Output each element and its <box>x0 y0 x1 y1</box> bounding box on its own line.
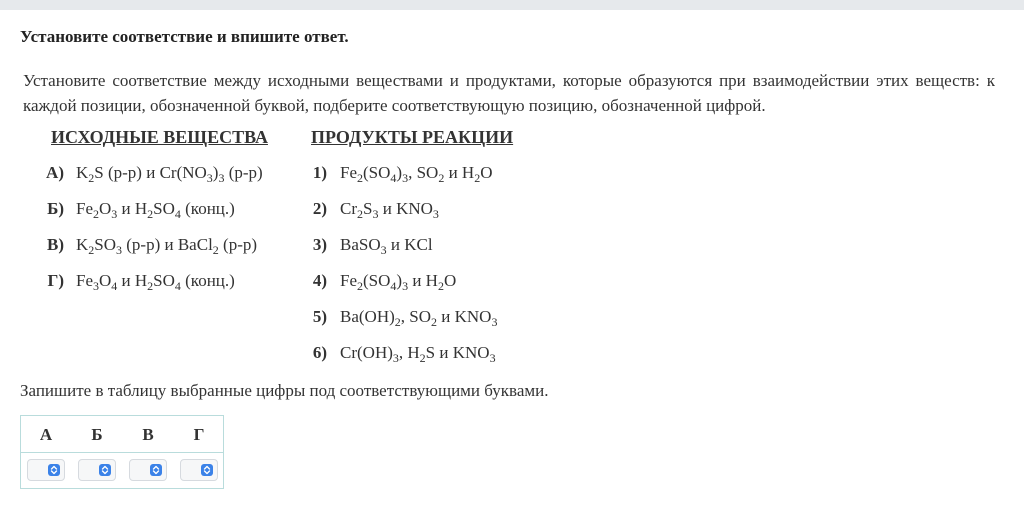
up-down-chevron-icon <box>99 464 111 476</box>
product-key: 2) <box>312 199 327 218</box>
product-row <box>300 235 433 257</box>
answer-letter: А <box>39 425 53 444</box>
product-formula: $Fe_2(SO_4)_3$ и $H_2O$ <box>340 271 457 293</box>
product-row <box>300 271 457 293</box>
reactant-row <box>40 163 263 185</box>
reactant-row <box>40 235 258 257</box>
answer-table-divider <box>21 452 223 453</box>
reactant-key: В) <box>47 235 64 254</box>
product-formula: BaSO$_3$ и KCl <box>340 235 433 257</box>
reactant-key: Г) <box>47 271 64 290</box>
products-header: ПРОДУКТЫ РЕАКЦИИ <box>311 127 514 147</box>
product-formula: $Cr(OH)_3$, $H_2S$ и $KNO_3$ <box>340 343 496 365</box>
reactant-formula: $K_2SO_3$ (р-р) и BaCl$_2$ (р-р) <box>76 235 258 257</box>
product-row <box>300 343 496 365</box>
product-formula: $Ba(OH)_2$, $SO_2$ и $KNO_3$ <box>340 307 498 329</box>
task-header: Установите соответствие и впишите ответ. <box>20 27 349 46</box>
product-key: 6) <box>312 343 327 362</box>
up-down-chevron-icon <box>48 464 60 476</box>
answer-select-4[interactable] <box>180 459 218 481</box>
answer-select-3[interactable] <box>129 459 167 481</box>
answer-letter: Б <box>91 425 103 444</box>
product-key: 4) <box>312 271 327 290</box>
reactant-row <box>40 271 235 293</box>
reactants-header: ИСХОДНЫЕ ВЕЩЕСТВА <box>51 127 268 147</box>
task-text: Установите соответствие между исходными веществами и продуктами, которые образуются при взаимодействии этих веществ: к каждой позиции, обозначенной буквой, подберите соответствующую позицию, обозначенной цифрой. <box>23 71 995 115</box>
top-strip <box>0 0 1024 10</box>
product-key: 3) <box>312 235 327 254</box>
product-row <box>300 163 493 185</box>
product-key: 5) <box>312 307 327 326</box>
answer-letter: В <box>142 425 154 444</box>
reactant-formula: $Fe_3O_4$ и $H_2SO_4$ (конц.) <box>76 271 235 293</box>
up-down-chevron-icon <box>150 464 162 476</box>
answer-instruction: Запишите в таблицу выбранные цифры под соответствующими буквами. <box>20 381 549 400</box>
product-key: 1) <box>312 163 327 182</box>
answer-select-2[interactable] <box>78 459 116 481</box>
up-down-chevron-icon <box>201 464 213 476</box>
product-formula: $Fe_2(SO_4)_3$, $SO_2$ и $H_2O$ <box>340 163 493 185</box>
product-row <box>300 307 498 329</box>
reactant-row <box>40 199 235 221</box>
answer-select-1[interactable] <box>27 459 65 481</box>
reactant-key: А) <box>46 163 64 182</box>
product-row <box>300 199 439 221</box>
answer-letter: Г <box>193 425 205 444</box>
product-formula: $Cr_2S_3$ и $KNO_3$ <box>340 199 439 221</box>
reactant-formula: $Fe_2O_3$ и $H_2SO_4$ (конц.) <box>76 199 235 221</box>
answer-table <box>20 415 224 489</box>
reactant-formula: $K_2S$ (р-р) и $Cr(NO_3)_3$ (р-р) <box>76 163 263 185</box>
reactant-key: Б) <box>47 199 64 218</box>
